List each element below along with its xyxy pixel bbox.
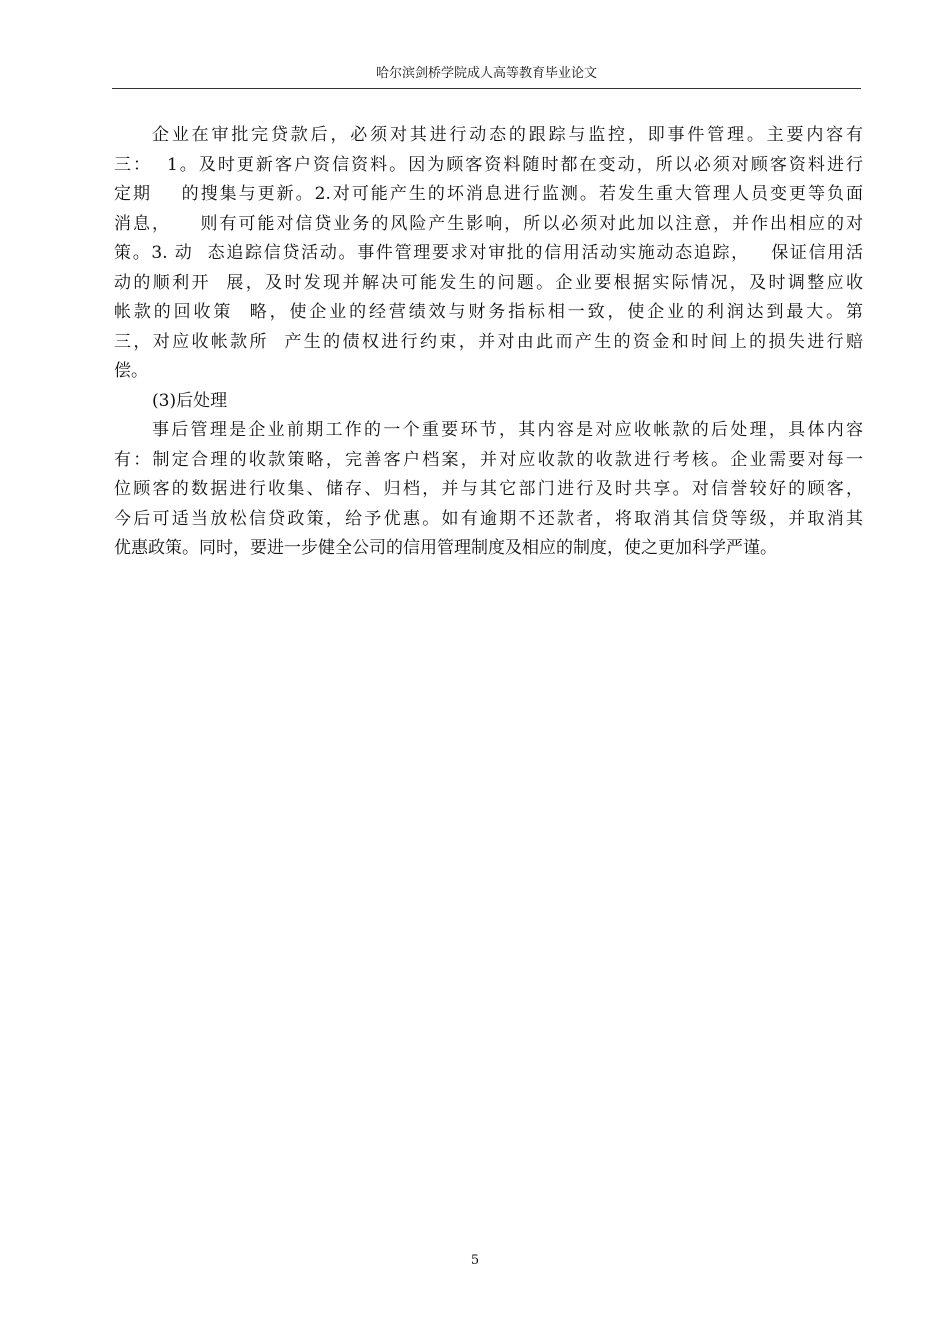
text-line: 优惠政策。同时，要进一步健全公司的信用管理制度及相应的制度，使之更加科学严谨。 <box>114 538 777 558</box>
text-line: 动的顺利开 展，及时发现并解决可能发生的问题。企业要根据实际情况，及时调整应收 <box>114 272 863 293</box>
page-number: 5 <box>470 1253 480 1268</box>
text-line: 位顾客的数据进行收集、储存、归档，并与其它部门进行及时共享。对信誉较好的顾客， <box>114 479 863 499</box>
text-line: 帐款的回收策 略，使企业的经营绩效与财务指标相一致，使企业的利润达到最大。第 <box>114 302 863 322</box>
section-heading <box>114 387 863 417</box>
text-line: 偿。 <box>114 361 148 381</box>
document-body <box>114 121 863 564</box>
text-line: 三： 1。及时更新客户资信资料。因为顾客资料随时都在变动，所以必须对顾客资料进行 <box>114 154 863 175</box>
text-line: 三，对应收帐款所 产生的债权进行约束，并对由此而产生的资金和时间上的损失进行赔 <box>114 331 863 352</box>
text-line: 策。3. 动 态追踪信贷活动。事件管理要求对审批的信用活动实施动态追踪， 保证信用活 <box>114 243 863 263</box>
page-header <box>112 64 861 89</box>
text-line: 消息， 则有可能对信贷业务的风险产生影响，所以必须对此加以注意，并作出相应的对 <box>114 213 863 234</box>
header-title: 哈尔滨剑桥学院成人高等教育毕业论文 <box>375 66 597 81</box>
paragraph-post-processing <box>114 416 863 564</box>
section-heading-text: (3)后处理 <box>152 390 228 411</box>
text-line: 今后可适当放松信贷政策，给予优惠。如有逾期不还款者，将取消其信贷等级，并取消其 <box>114 508 863 529</box>
paragraph-event-management <box>114 121 863 387</box>
text-line: 定期 的搜集与更新。2.对可能产生的坏消息进行监测。若发生重大管理人员变更等负面 <box>114 184 863 204</box>
text-line: 有：制定合理的收款策略，完善客户档案，并对应收款的收款进行考核。企业需要对每一 <box>114 449 863 470</box>
text-line: 事后管理是企业前期工作的一个重要环节，其内容是对应收帐款的后处理，具体内容 <box>152 420 863 440</box>
text-line: 企业在审批完贷款后，必须对其进行动态的跟踪与监控，即事件管理。主要内容有 <box>152 125 863 145</box>
